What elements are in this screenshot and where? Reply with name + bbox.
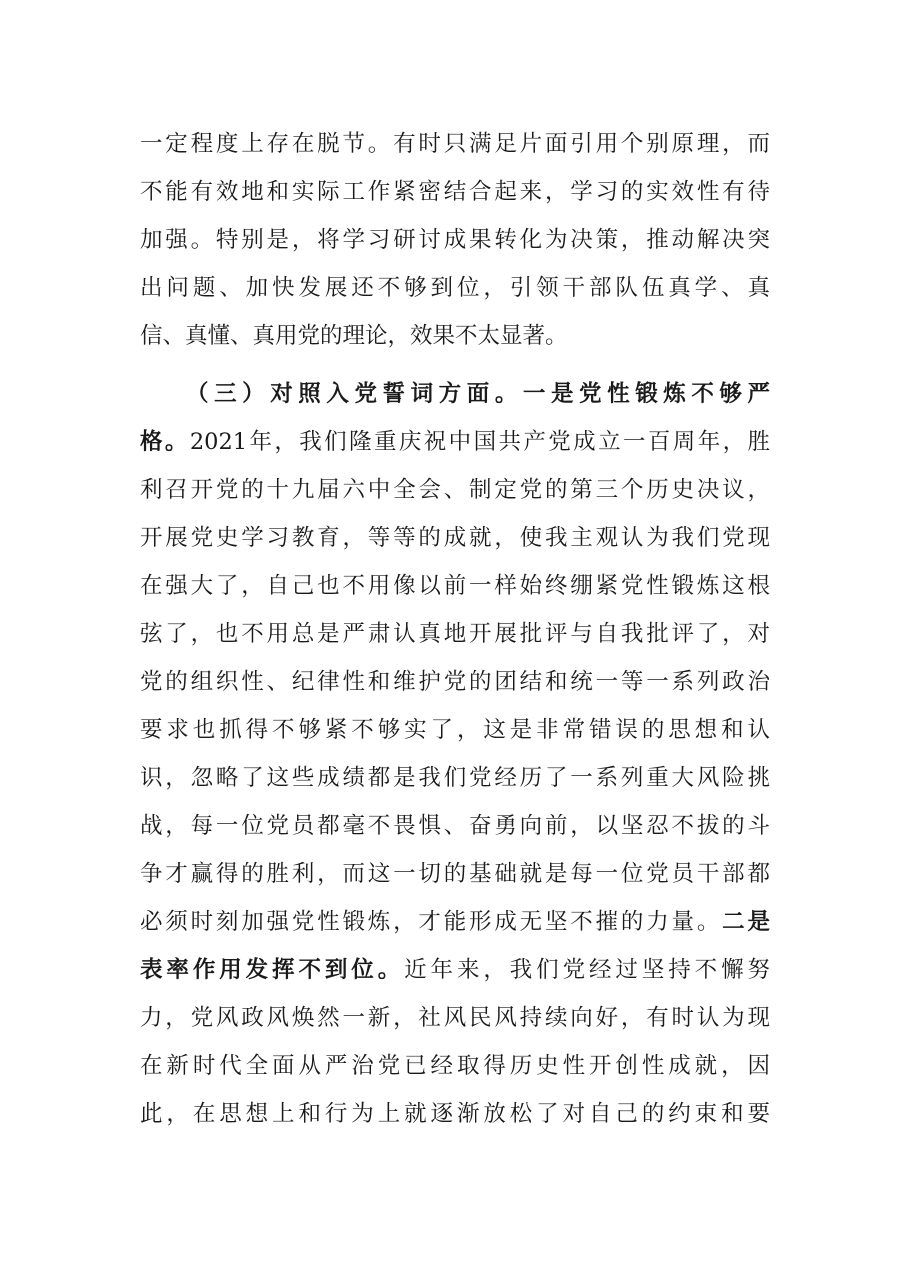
heading-continuation: 格。 [140,429,190,455]
paragraph-2-line-4: 开展党史学习教育，等等的成就，使我主观认为我们党现 [140,525,770,551]
paragraph-2-line-16: 此，在思想上和行为上就逐渐放松了对自己的约束和要 [140,1101,770,1127]
paragraph-2-line-2 [140,422,770,462]
paragraph-2-line-12 [140,902,770,942]
paragraph-2-line-7: 党的组织性、纪律性和维护党的团结和统一等一系列政治 [140,669,770,695]
section-heading-line: （三）对照入党誓词方面。一是党性锻炼不够严 [186,381,770,407]
point-two-label: 二是 [722,909,770,935]
paragraph-2-line-5: 在强大了，自己也不用像以前一样始终绷紧党性锻炼这根 [140,573,770,599]
paragraph-1-line-2: 不能有效地和实际工作紧密结合起来，学习的实效性有待 [140,179,770,205]
paragraph-2-line-13 [140,950,770,990]
paragraph-2-line-6: 弦了，也不用总是严肃认真地开展批评与自我批评了，对 [140,621,770,647]
paragraph-1-line-1: 一定程度上存在脱节。有时只满足片面引用个别原理，而 [140,131,770,157]
paragraph-2-line-12-text: 必须时刻加强党性锻炼，才能形成无坚不摧的力量。 [140,909,723,935]
paragraph-2-line-8: 要求也抓得不够紧不够实了，这是非常错误的思想和认 [140,717,770,743]
paragraph-2-line-15: 在新时代全面从严治党已经取得历史性开创性成就，因 [140,1053,770,1079]
paragraph-2-line-10: 战，每一位党员都毫不畏惧、奋勇向前，以坚忍不拔的斗 [140,813,770,839]
paragraph-2-line-9: 识，忽略了这些成绩都是我们党经历了一系列重大风险挑 [140,765,770,791]
paragraph-2-line-11: 争才赢得的胜利，而这一切的基础就是每一位党员干部都 [140,861,770,887]
paragraph-1-line-3: 加强。特别是，将学习研讨成果转化为决策，推动解决突 [140,227,770,253]
point-two-heading: 表率作用发挥不到位。 [140,957,405,983]
paragraph-1-line-5: 信、真懂、真用党的理论，效果不太显著。 [140,323,568,349]
paragraph-2-line-3: 利召开党的十九届六中全会、制定党的第三个历史决议， [140,477,770,503]
paragraph-1-line-4: 出问题、加快发展还不够到位，引领干部队伍真学、真 [140,275,770,301]
paragraph-2-line-13-text: 近年来，我们党经过坚持不懈努 [404,957,770,983]
paragraph-2-line-14: 力，党风政风焕然一新，社风民风持续向好，有时认为现 [140,1005,770,1031]
paragraph-2-line-2-text: 2021年，我们隆重庆祝中国共产党成立一百周年，胜 [189,429,770,455]
